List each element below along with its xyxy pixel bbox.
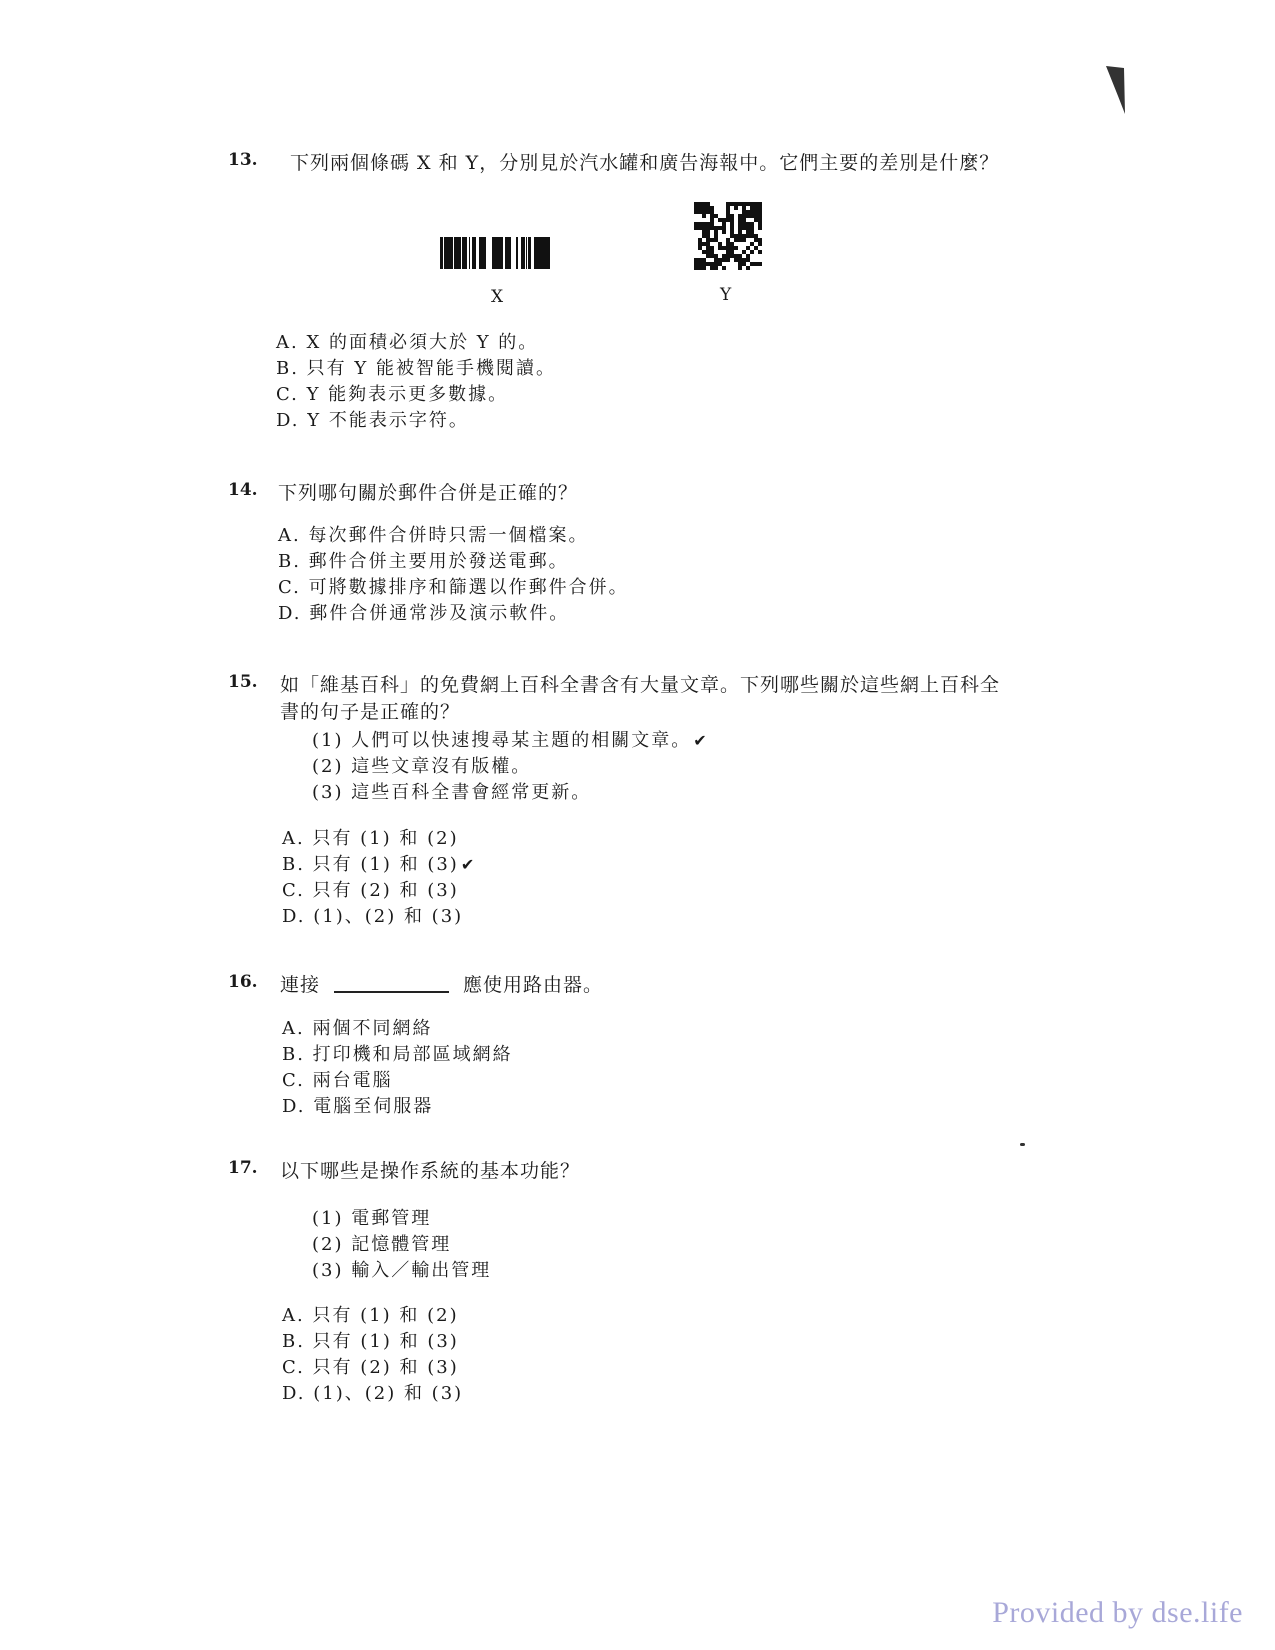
question-text xyxy=(280,972,1040,999)
option-c: C. 只有 (2) 和 (3) xyxy=(282,880,459,901)
question-number: 14. xyxy=(228,480,258,500)
statement-text: (1) 人們可以快速搜尋某主題的相關文章。 xyxy=(312,730,692,751)
option-a: A. 只有 (1) 和 (2) xyxy=(282,828,459,849)
statement-3: (3) 輸入／輸出管理 xyxy=(312,1260,492,1281)
option-b: B. 打印機和局部區域網絡 xyxy=(282,1044,513,1065)
qr-code-label: Y xyxy=(720,285,732,305)
option-text: B. 只有 (1) 和 (3) xyxy=(282,854,459,875)
scan-speck xyxy=(1020,1143,1025,1146)
scan-corner-mark xyxy=(1106,66,1126,116)
options-list xyxy=(278,523,629,627)
question-text-before: 連接 xyxy=(280,974,321,996)
question-text-after: 應使用路由器。 xyxy=(463,974,604,996)
footer-watermark: Provided by dse.life xyxy=(992,1596,1243,1629)
statement-3: (3) 這些百科全書會經常更新。 xyxy=(312,782,592,803)
statements-list xyxy=(312,1206,491,1284)
option-c: C. 兩台電腦 xyxy=(282,1070,393,1091)
option-a: A. 只有 (1) 和 (2) xyxy=(282,1305,459,1326)
question-text xyxy=(280,672,1040,726)
option-d: D. (1)、(2) 和 (3) xyxy=(282,1383,464,1404)
question-text: 下列兩個條碼 X 和 Y，分別見於汽水罐和廣告海報中。它們主要的差別是什麼？ xyxy=(290,152,1000,174)
handwritten-tick-icon: ✔ xyxy=(693,731,709,750)
statements-list xyxy=(312,728,709,806)
option-c: C. 可將數據排序和篩選以作郵件合併。 xyxy=(278,577,629,598)
question-number: 17. xyxy=(228,1158,258,1178)
question-number: 16. xyxy=(228,972,258,992)
question-number: 15. xyxy=(228,672,258,692)
handwritten-tick-icon: ✔ xyxy=(460,855,477,874)
statement-2: (2) 記憶體管理 xyxy=(312,1234,452,1255)
option-b: B. 只有 Y 能被智能手機閱讀。 xyxy=(276,358,556,379)
option-c: C. Y 能夠表示更多數據。 xyxy=(276,384,509,405)
options-list xyxy=(282,1016,513,1120)
question-text-line: 書的句子是正確的？ xyxy=(280,701,461,723)
statement-1 xyxy=(312,728,709,754)
options-list xyxy=(282,826,476,930)
question-text-line: 如「維基百科」的免費網上百科全書含有大量文章。下列哪些關於這些網上百科全 xyxy=(280,674,1001,696)
option-d: D. 電腦至伺服器 xyxy=(282,1096,434,1117)
option-a: A. X 的面積必須大於 Y 的。 xyxy=(276,332,539,353)
barcode-label: X xyxy=(491,287,504,307)
option-c: C. 只有 (2) 和 (3) xyxy=(282,1357,459,1378)
option-a: A. 每次郵件合併時只需一個檔案。 xyxy=(278,525,589,546)
option-d: D. Y 不能表示字符。 xyxy=(276,410,469,431)
fill-in-blank xyxy=(334,990,449,993)
option-b xyxy=(282,852,476,878)
options-list xyxy=(276,330,556,434)
option-b: B. 只有 (1) 和 (3) xyxy=(282,1331,459,1352)
statement-2: (2) 這些文章沒有版權。 xyxy=(312,756,532,777)
option-a: A. 兩個不同網絡 xyxy=(282,1018,433,1039)
question-text: 下列哪句關於郵件合併是正確的？ xyxy=(278,482,579,504)
option-d: D. 郵件合併通常涉及演示軟件。 xyxy=(278,603,570,624)
statement-1: (1) 電郵管理 xyxy=(312,1208,432,1229)
option-d: D. (1)、(2) 和 (3) xyxy=(282,906,464,927)
qr-code-icon xyxy=(694,202,762,274)
barcode-icon xyxy=(440,237,550,273)
question-text: 以下哪些是操作系統的基本功能？ xyxy=(280,1160,581,1182)
option-b: B. 郵件合併主要用於發送電郵。 xyxy=(278,551,569,572)
options-list xyxy=(282,1303,463,1407)
question-number: 13. xyxy=(228,150,258,170)
